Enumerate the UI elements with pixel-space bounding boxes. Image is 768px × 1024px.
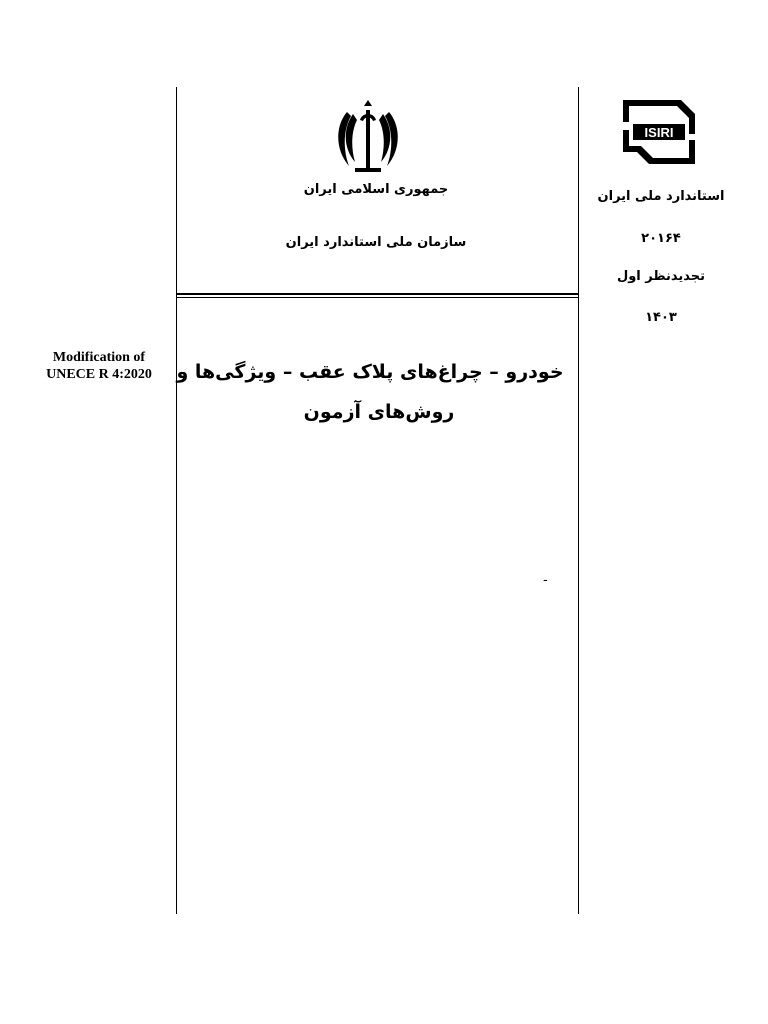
organization-name: سازمان ملی استاندارد ایران (285, 235, 467, 250)
revision-label: تجدیدنظر اول (616, 269, 706, 284)
header-rule-bottom (176, 297, 579, 298)
header-rule-top (176, 293, 579, 295)
dash-mark: - (543, 573, 548, 588)
modification-line2: UNECE R 4:2020 (46, 367, 152, 382)
standard-number: ۲۰۱۶۴ (641, 231, 681, 246)
right-divider-line (578, 87, 579, 914)
publication-year: ۱۴۰۳ (645, 310, 677, 325)
isiri-logo-icon (619, 96, 699, 168)
modification-line1: Modification of (52, 350, 146, 365)
iran-emblem-icon (333, 100, 403, 176)
document-title-line2: روش‌های آزمون (303, 401, 455, 423)
modification-note (24, 349, 174, 383)
republic-name: جمهوری اسلامی ایران (303, 182, 449, 197)
left-divider-line (176, 87, 177, 914)
document-title-line1: خودرو – چراغ‌های پلاک عقب – ویژگی‌ها و (176, 361, 564, 383)
standard-label: استاندارد ملی ایران (597, 189, 725, 204)
isiri-logo-text: ISIRI (644, 125, 674, 140)
